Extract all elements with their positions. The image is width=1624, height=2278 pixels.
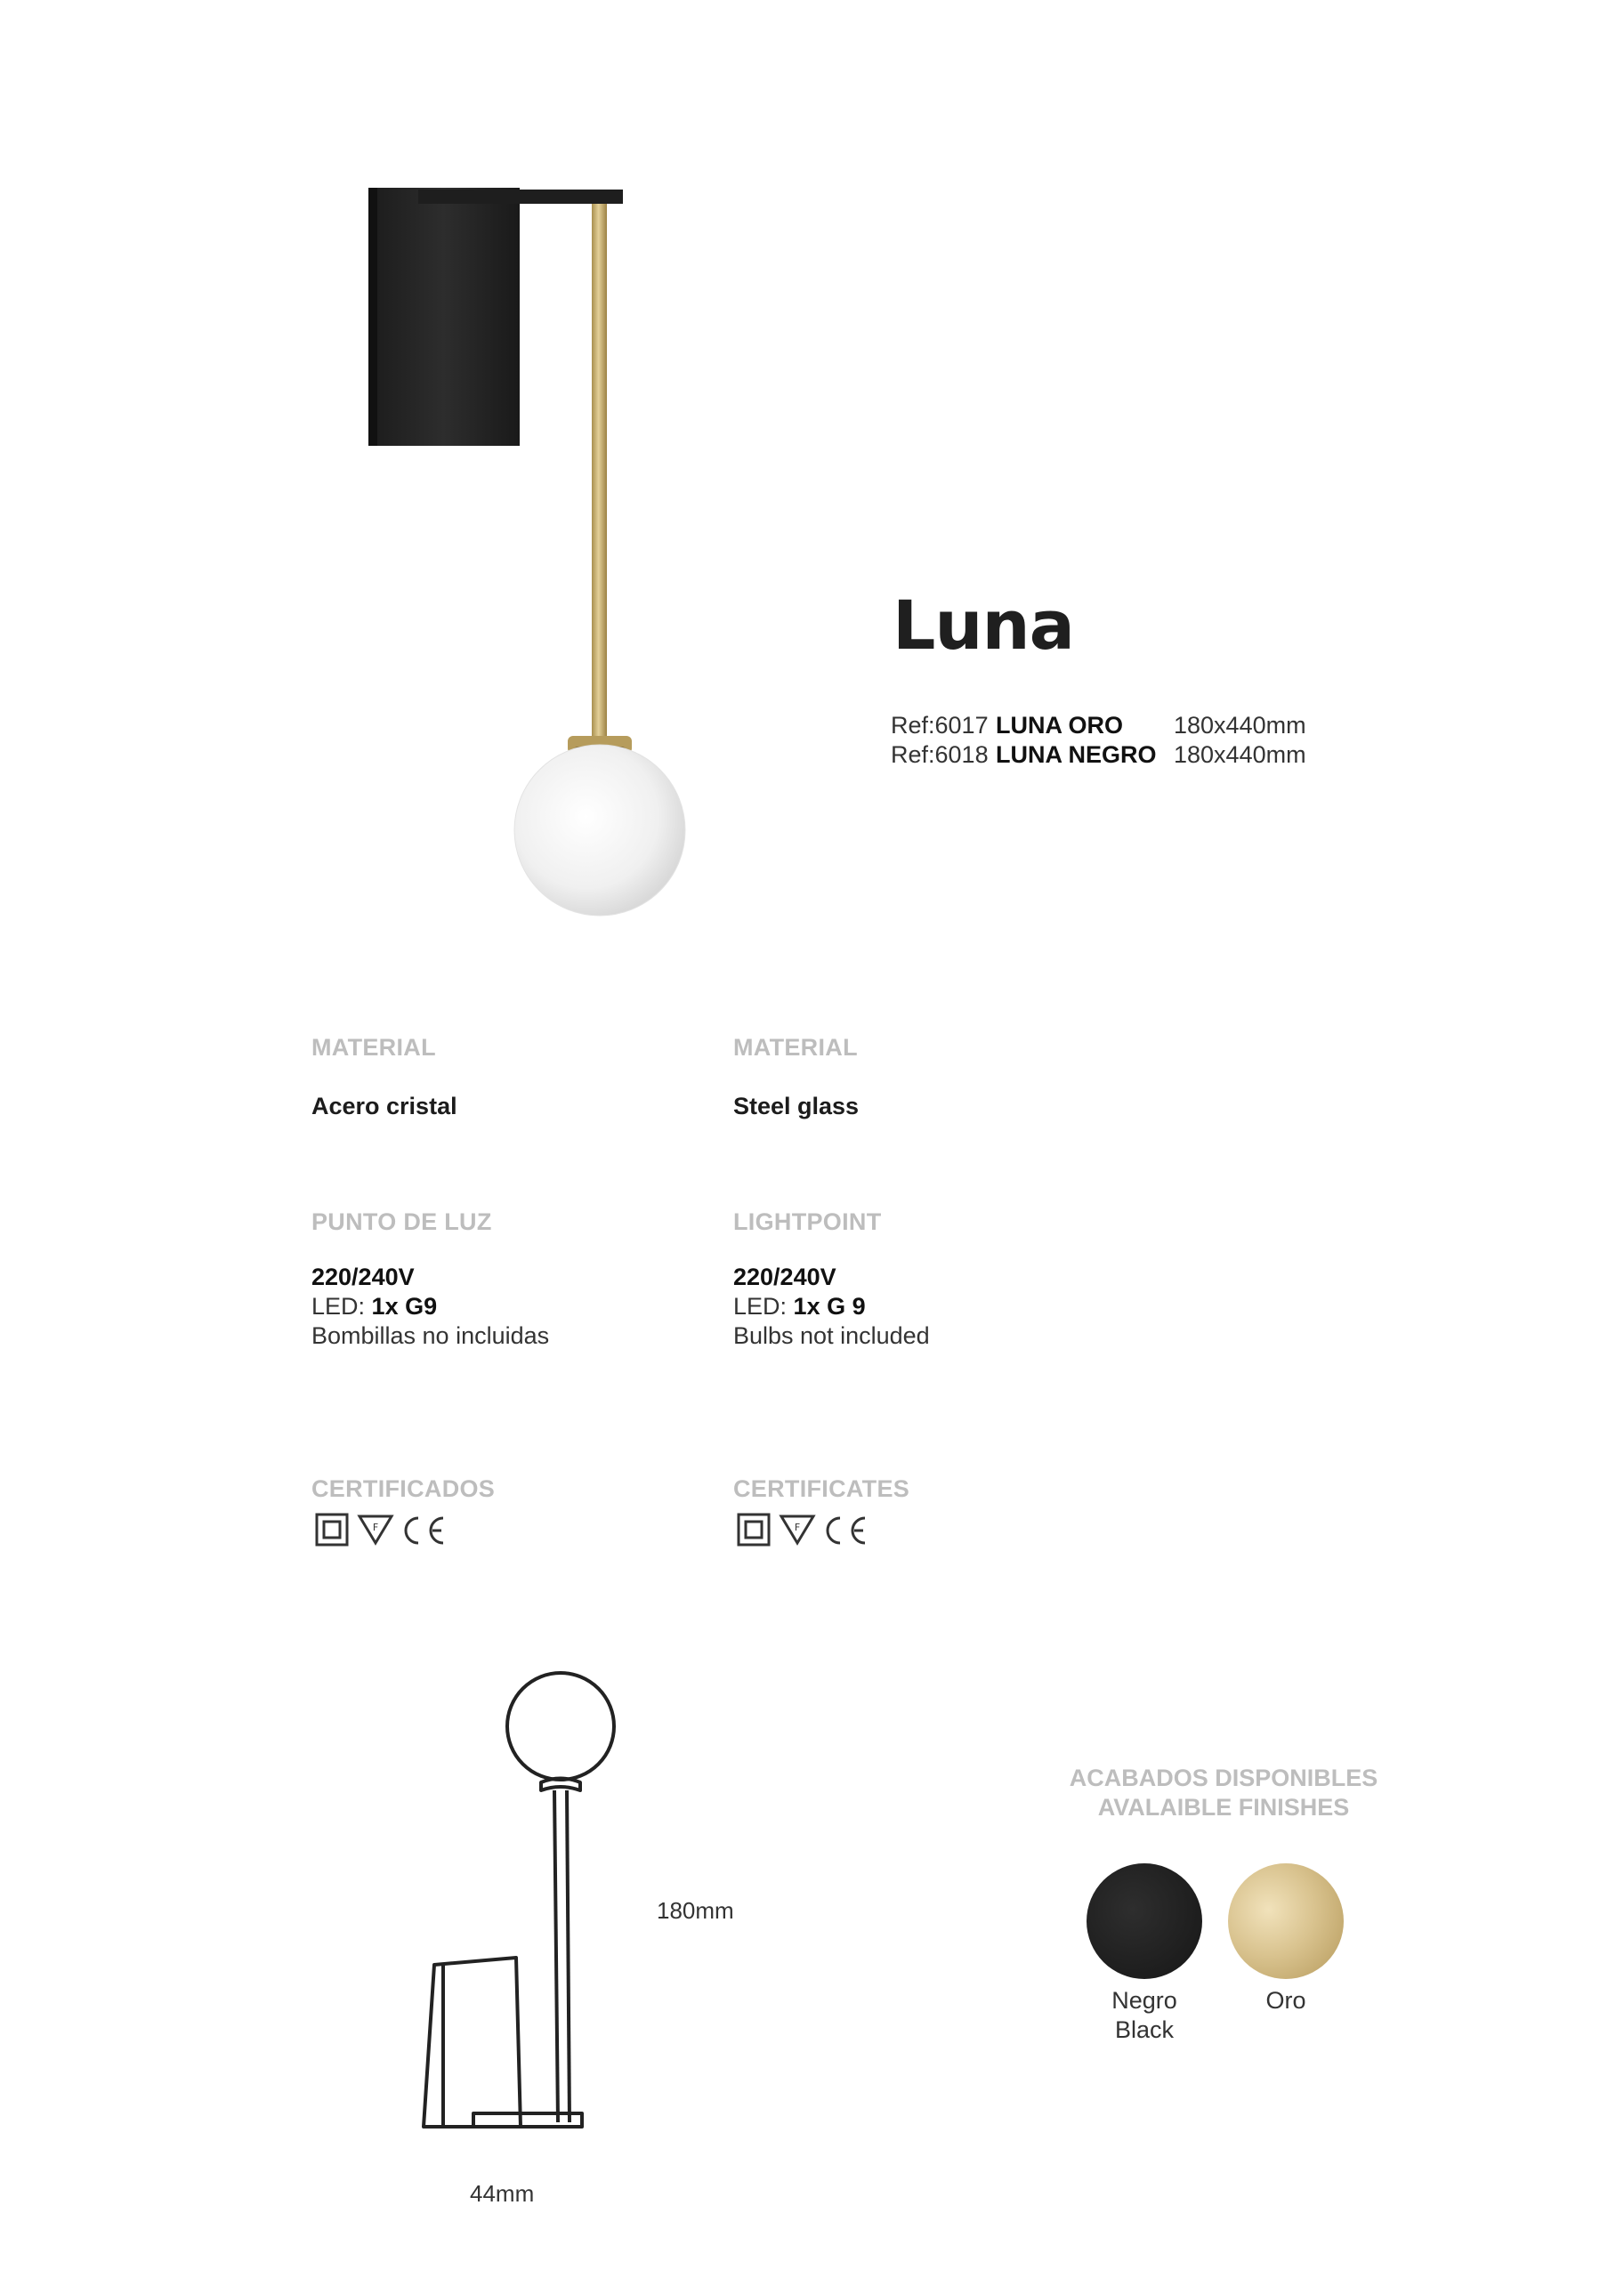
cert-icons-en xyxy=(735,1511,877,1548)
light-label-es: PUNTO DE LUZ xyxy=(311,1208,492,1235)
finish-swatch-black xyxy=(1087,1863,1202,1979)
svg-text:F: F xyxy=(372,1522,379,1533)
finish-name-en: Black xyxy=(1114,2016,1175,2043)
height-dimension: 180mm xyxy=(657,1897,734,1924)
ref-name: LUNA NEGRO xyxy=(996,741,1157,768)
ref-code: Ref:6017 xyxy=(891,712,989,739)
voltage-value: 220/240V xyxy=(733,1264,836,1290)
finish-swatch-gold xyxy=(1228,1863,1344,1979)
cert-label-en: CERTIFICATES xyxy=(733,1475,910,1502)
led-value: 1x G9 xyxy=(371,1293,438,1320)
led-prefix: LED: xyxy=(311,1293,366,1320)
f-mark-triangle-icon xyxy=(360,1516,392,1543)
finish-name-es: Negro xyxy=(1111,1987,1177,2014)
led-prefix: LED: xyxy=(733,1293,788,1320)
finish-name-es: Oro xyxy=(1265,1987,1306,2014)
ref-row xyxy=(891,712,1306,739)
led-value: 1x G 9 xyxy=(793,1293,866,1320)
ref-size: 180x440mm xyxy=(1174,712,1306,739)
ref-name: LUNA ORO xyxy=(996,712,1123,739)
finishes-title-en: AVALAIBLE FINISHES xyxy=(1097,1794,1350,1821)
product-title: Luna xyxy=(893,586,1074,665)
material-value-es: Acero cristal xyxy=(311,1093,457,1119)
ref-size: 180x440mm xyxy=(1174,741,1306,768)
led-en xyxy=(733,1292,866,1321)
bulbs-en: Bulbs not included xyxy=(733,1322,930,1349)
material-label-en: MATERIAL xyxy=(733,1034,858,1061)
voltage-es xyxy=(311,1263,415,1292)
ce-mark-icon xyxy=(406,1518,443,1543)
ce-mark-icon xyxy=(828,1518,865,1543)
light-label-en: LIGHTPOINT xyxy=(733,1208,882,1235)
class-ii-double-square-icon xyxy=(739,1515,769,1545)
f-mark-triangle-icon xyxy=(781,1516,813,1543)
ref-code: Ref:6018 xyxy=(891,741,989,768)
finishes-title-es: ACABADOS DISPONIBLES xyxy=(1069,1765,1378,1791)
ref-row xyxy=(891,741,1306,769)
voltage-en xyxy=(733,1263,836,1292)
product-photo xyxy=(356,174,712,957)
width-dimension: 44mm xyxy=(470,2180,535,2207)
finishes-title xyxy=(1023,1764,1424,1822)
led-es xyxy=(311,1292,437,1321)
cert-label-es: CERTIFICADOS xyxy=(311,1475,496,1502)
bulbs-es: Bombillas no incluidas xyxy=(311,1322,550,1349)
technical-drawing xyxy=(418,1664,632,2136)
material-value-en: Steel glass xyxy=(733,1093,860,1119)
voltage-value: 220/240V xyxy=(311,1264,415,1290)
finish-label-gold xyxy=(1215,1986,1357,2015)
svg-text:F: F xyxy=(794,1522,801,1533)
material-label-es: MATERIAL xyxy=(311,1034,436,1061)
finish-label-black xyxy=(1073,1986,1216,2045)
class-ii-double-square-icon xyxy=(317,1515,347,1545)
cert-icons-es xyxy=(313,1511,456,1548)
